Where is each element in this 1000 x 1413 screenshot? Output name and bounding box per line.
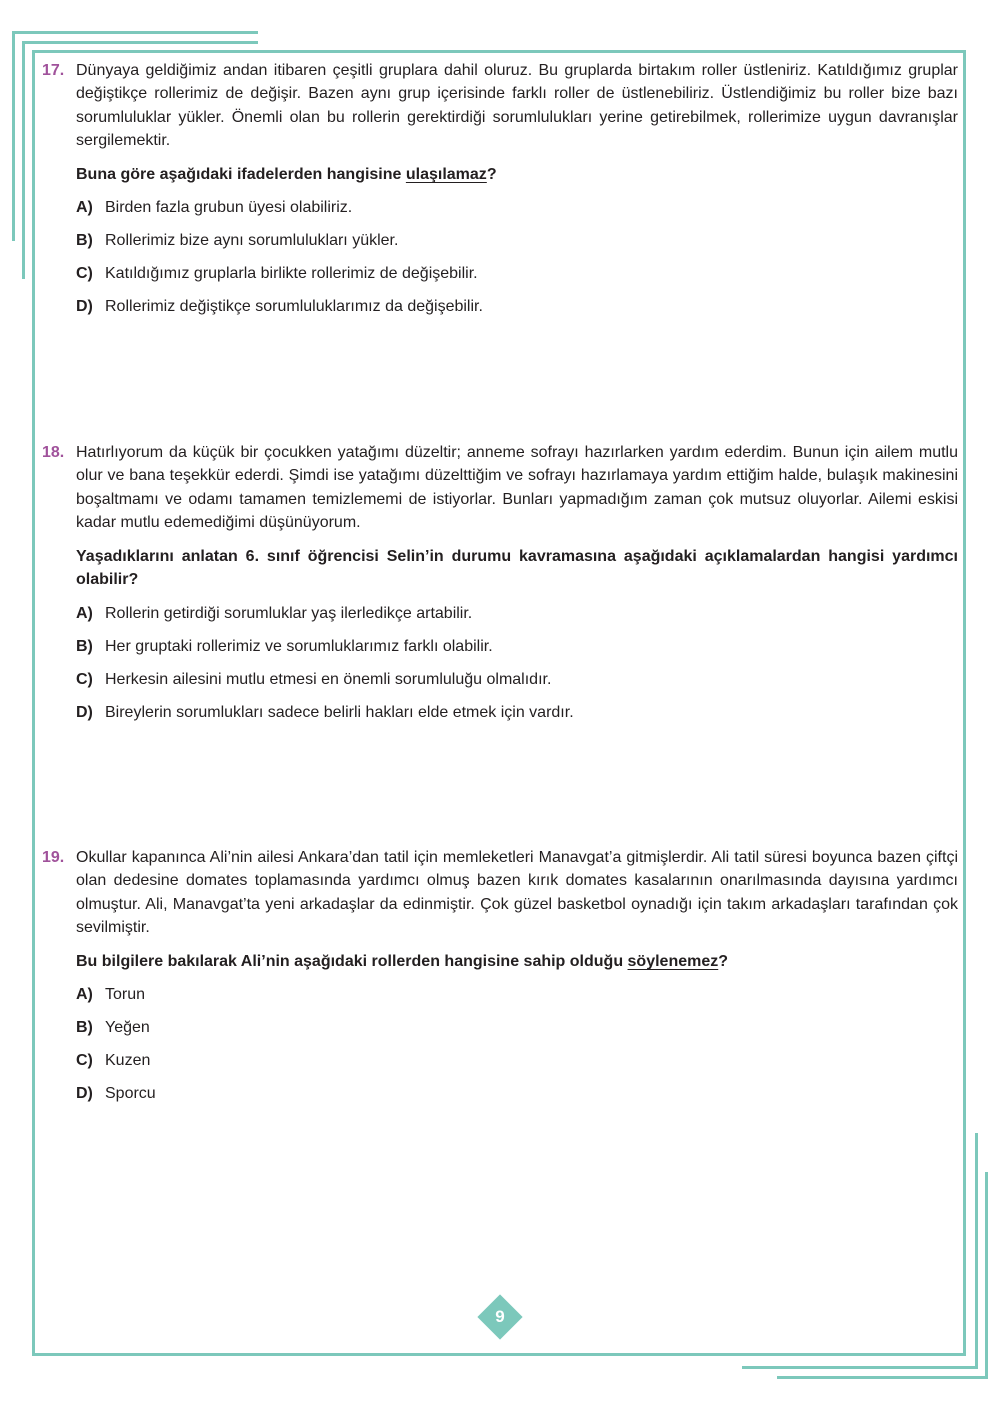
prompt-emphasis: ulaşılamaz	[405, 166, 487, 184]
frame-line-bottom-outer	[777, 1376, 988, 1379]
option-b[interactable]	[76, 635, 958, 668]
option-text: Bireylerin sorumlukları sadece belirli hakları elde etmek için vardır.	[105, 703, 574, 721]
option-letter: B)	[76, 1019, 93, 1037]
question-19	[42, 846, 958, 1115]
option-b[interactable]	[76, 1016, 958, 1049]
option-c[interactable]	[76, 1049, 958, 1082]
option-text: Her gruptaki rollerimiz ve sorumluklarımız farklı olabilir.	[105, 637, 493, 655]
question-text: Dünyaya geldiğimiz andan itibaren çeşitli gruplara dahil oluruz. Bu gruplarda birtakım roller üstleniriz. Katıldığımız gruplar değiştikçe rollerimiz de değişir. Bazen aynı grup içerisinde farklı roller de üstlenebiliriz. Üstlendiğimiz bu roller bize bazı sorumluluklar yükler. Önemli olan bu rollerin gerektirdiği sorumlulukları yerine getirebilmek, rollerimize uygun davranışlar sergilemektir.	[76, 62, 958, 149]
option-a[interactable]	[76, 196, 958, 229]
option-c[interactable]	[76, 668, 958, 701]
option-text: Herkesin ailesini mutlu etmesi en önemli sorumluluğu olmalıdır.	[105, 670, 552, 688]
option-c[interactable]	[76, 262, 958, 295]
option-text: Torun	[105, 986, 146, 1004]
option-letter: B)	[76, 232, 93, 250]
option-text: Rollerin getirdiği sorumluklar yaş ilerledikçe artabilir.	[105, 604, 473, 622]
option-letter: A)	[76, 986, 93, 1004]
question-prompt: Yaşadıklarını anlatan 6. sınıf öğrencisi Selin’in durumu kavramasına aşağıdaki açıklamalardan hangisi yardımcı olabilir?	[76, 548, 958, 589]
option-letter: D)	[76, 298, 93, 316]
prompt-emphasis: söylenemez	[627, 953, 719, 971]
frame-line-top-inner	[22, 41, 258, 44]
question-prompt: Buna göre aşağıdaki ifadelerden hangisine ulaşılamaz?	[76, 166, 497, 184]
option-letter: A)	[76, 604, 93, 622]
option-d[interactable]	[76, 295, 958, 328]
question-18	[42, 441, 958, 734]
option-text: Rollerimiz bize aynı sorumlulukları yükler.	[105, 232, 399, 250]
option-text: Rollerimiz değiştikçe sorumluluklarımız da değişebilir.	[105, 298, 483, 316]
question-17	[42, 59, 958, 328]
question-number: 17.	[42, 62, 65, 79]
option-text: Kuzen	[105, 1052, 151, 1070]
option-letter: C)	[76, 1052, 93, 1070]
option-a[interactable]	[76, 983, 958, 1016]
option-d[interactable]	[76, 1082, 958, 1115]
option-text: Sporcu	[105, 1085, 156, 1103]
option-letter: D)	[76, 703, 93, 721]
option-text: Yeğen	[105, 1019, 150, 1037]
frame-line-left-outer	[12, 31, 15, 241]
question-number: 18.	[42, 444, 65, 461]
frame-line-right-inner	[975, 1133, 978, 1368]
option-letter: B)	[76, 637, 93, 655]
frame-line-bottom-inner	[742, 1366, 978, 1369]
question-text: Hatırlıyorum da küçük bir çocukken yatağımı düzeltir; anneme sofrayı hazırlarken yardım ederdim. Bunun için ailem mutlu olur ve bana teşekkür ederdi. Şimdi ise yatağımı düzelttiğim ve sofrayı hazırlamaya yardım ettiğim halde, bulaşık makinesini boşaltmamı ve odamı tamamen temizlememi de istiyorlar. Bunları yapmadığım zaman çok mutsuz oluyorlar. Ailemi eskisi kadar mutlu edemediğimi düşünüyorum.	[76, 444, 958, 531]
page-number: 9	[495, 1307, 505, 1326]
option-b[interactable]	[76, 229, 958, 262]
option-a[interactable]	[76, 602, 958, 635]
option-text: Birden fazla grubun üyesi olabiliriz.	[105, 199, 353, 217]
option-letter: C)	[76, 265, 93, 283]
option-text: Katıldığımız gruplarla birlikte rollerimiz de değişebilir.	[105, 265, 478, 283]
question-number: 19.	[42, 849, 65, 866]
option-letter: D)	[76, 1085, 93, 1103]
frame-line-left-inner	[22, 41, 25, 279]
question-text: Okullar kapanınca Ali’nin ailesi Ankara’dan tatil için memleketleri Manavgat’a gitmişlerdir. Ali tatil süresi boyunca bazen çiftçi olan dedesine domates toplamasında yardımcı olmuş bazen kırık domates kasalarının onarılmasında dayısına yardımcı olmuştur. Ali, Manavgat’ta yeni arkadaşlar da edinmiştir. Çok güzel basketbol oynadığı için takım arkadaşları tarafından çok sevilmiştir.	[76, 849, 958, 936]
option-letter: A)	[76, 199, 93, 217]
question-prompt: Bu bilgilere bakılarak Ali’nin aşağıdaki rollerden hangisine sahip olduğu söylenemez?	[76, 953, 729, 971]
option-d[interactable]	[76, 701, 958, 734]
frame-line-right-outer	[985, 1172, 988, 1378]
frame-line-top-outer	[12, 31, 258, 34]
option-letter: C)	[76, 670, 93, 688]
